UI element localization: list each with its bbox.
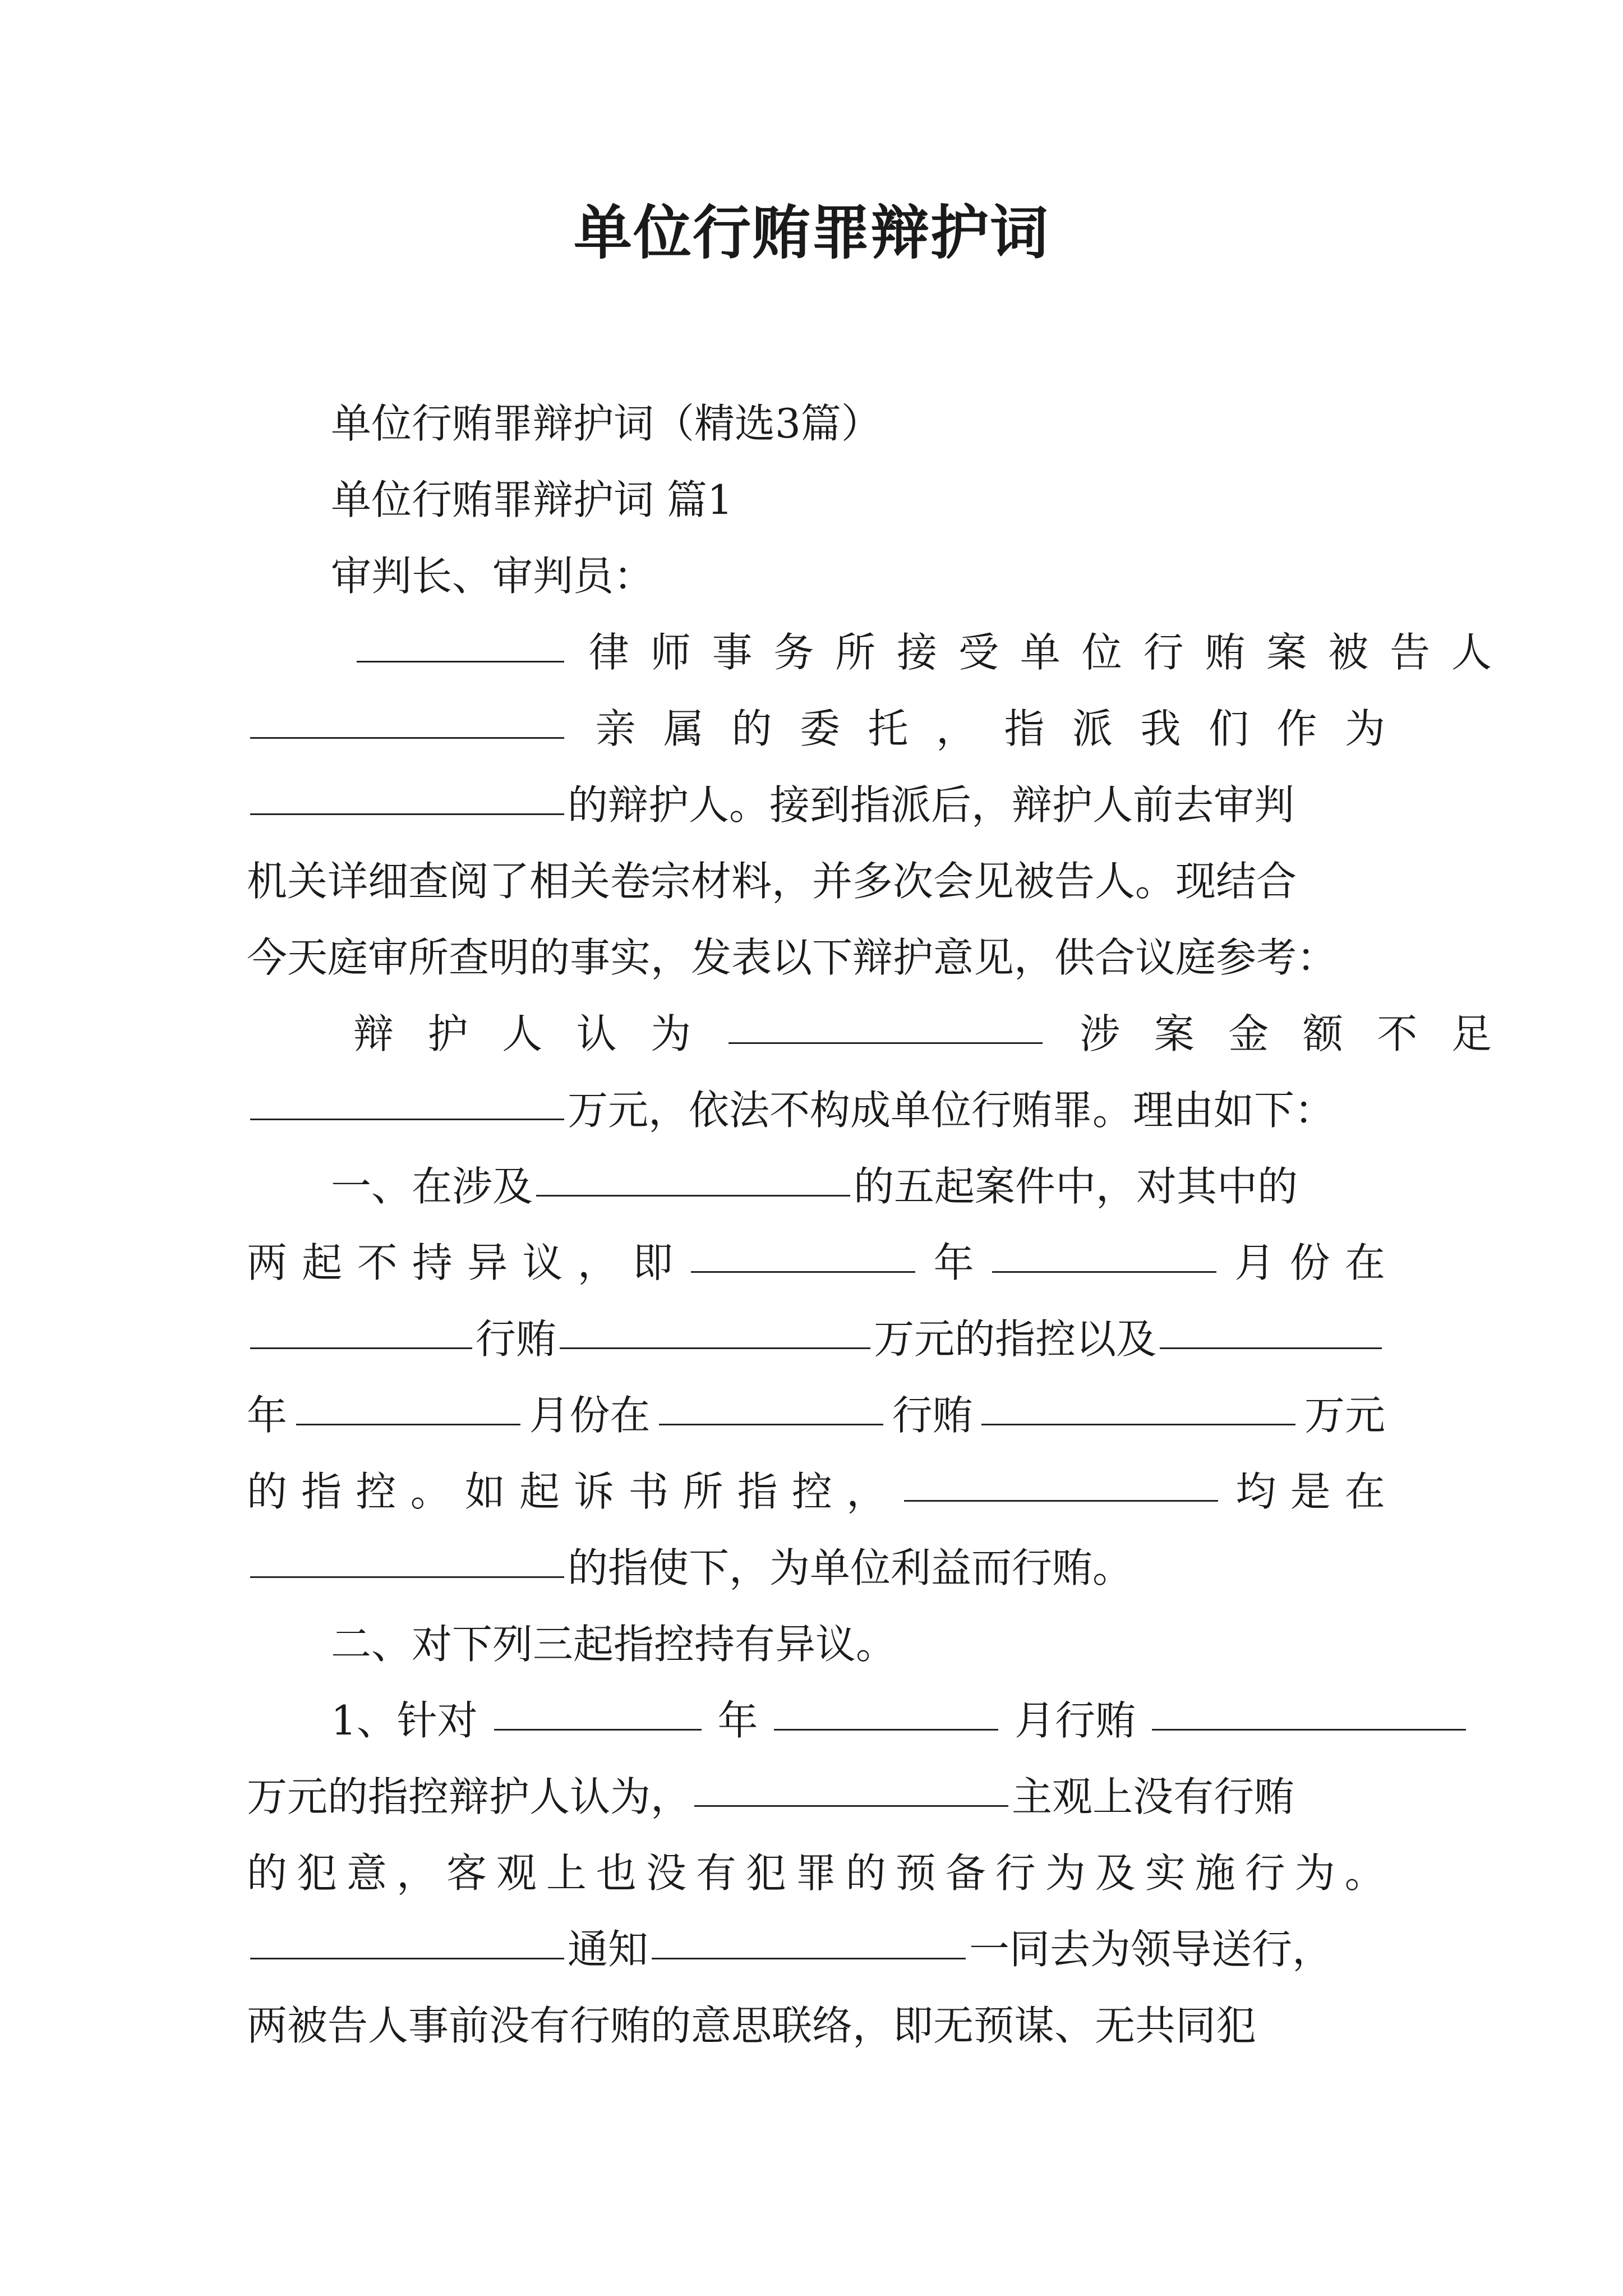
text-segment: 有 (695, 1849, 736, 1897)
text-segment: 的指使下，为单位利益而行贿。 (568, 1544, 1133, 1591)
document-title: 单位行贿罪辩护词 (573, 198, 1049, 267)
text-segment: 亲 (595, 705, 636, 752)
text-segment: 指 (1004, 705, 1045, 752)
fill-in-blank (560, 1316, 870, 1349)
text-segment: 案 (1154, 1010, 1195, 1057)
text-segment: 意 (346, 1849, 387, 1897)
text-segment: 均 (1235, 1468, 1276, 1515)
fill-in-blank (357, 629, 564, 662)
text-segment: 两 (247, 1239, 288, 1286)
text-segment: 在 (1344, 1468, 1385, 1515)
text-segment: 派 (1072, 705, 1113, 752)
text-line (247, 1305, 1385, 1373)
text-line (247, 1229, 1385, 1296)
text-segment: 万元的指控辩护人认为， (247, 1773, 691, 1820)
text-line: 机关详细查阅了相关卷宗材料，并多次会见被告人。现结合 (247, 858, 1297, 905)
text-segment: ， (577, 1239, 618, 1286)
text-segment: 控 (791, 1468, 832, 1515)
fill-in-blank (250, 1545, 564, 1578)
fill-in-blank (250, 782, 564, 815)
text-segment: 被 (1328, 629, 1369, 676)
text-segment: 万元 (1304, 1392, 1385, 1439)
text-segment: 贿 (1205, 629, 1246, 676)
fill-in-blank (981, 1392, 1295, 1425)
text-segment: 为 (1344, 705, 1385, 752)
text-segment: 律 (588, 629, 629, 676)
text-segment: 年 (247, 1392, 288, 1439)
fill-in-blank (774, 1697, 998, 1731)
text-segment: 观 (496, 1849, 537, 1897)
text-segment: 预 (895, 1849, 936, 1897)
text-segment: 额 (1302, 1010, 1343, 1057)
text-line: 单位行贿罪辩护词 篇1 (331, 476, 733, 523)
text-line: 二、对下列三起指控持有异议。 (331, 1621, 897, 1668)
text-segment: 如 (464, 1468, 505, 1515)
text-segment: 月行贿 (1015, 1697, 1136, 1744)
text-line (247, 1534, 1385, 1602)
text-segment: 施 (1195, 1849, 1235, 1897)
text-segment: 金 (1228, 1010, 1269, 1057)
text-segment: 在 (1344, 1239, 1385, 1286)
text-segment: 行 (1244, 1849, 1285, 1897)
fill-in-blank (992, 1240, 1216, 1273)
text-segment: 议 (522, 1239, 563, 1286)
text-segment: 们 (1208, 705, 1249, 752)
text-line (247, 695, 1385, 762)
text-segment: 万元的指控以及 (874, 1315, 1157, 1363)
text-segment: 告 (1390, 629, 1431, 676)
text-segment: 一、在涉及 (331, 1163, 533, 1210)
text-segment: 人 (1451, 629, 1492, 676)
fill-in-blank (694, 1774, 1008, 1807)
text-line (247, 1153, 1469, 1220)
text-segment: 万元，依法不构成单位行贿罪。理由如下： (568, 1087, 1335, 1134)
fill-in-blank (536, 1163, 850, 1197)
text-segment: 指 (737, 1468, 778, 1515)
text-line: 两被告人事前没有行贿的意思联络，即无预谋、无共同犯 (247, 2002, 1257, 2049)
text-segment: 护 (427, 1010, 468, 1057)
text-segment: 一同去为领导送行， (969, 1926, 1333, 1973)
fill-in-blank (904, 1469, 1218, 1502)
text-segment: 1、针对 (331, 1697, 478, 1744)
text-segment: 书 (628, 1468, 669, 1515)
text-segment: 客 (446, 1849, 487, 1897)
text-segment: 行贿 (475, 1315, 556, 1363)
text-segment: 月份在 (529, 1392, 651, 1439)
text-segment: 为 (651, 1010, 691, 1057)
text-line: 今天庭审所查明的事实，发表以下辩护意见，供合议庭参考： (247, 934, 1338, 981)
text-segment: 涉 (1080, 1010, 1121, 1057)
text-segment: 起 (519, 1468, 560, 1515)
text-line (247, 1763, 1385, 1830)
text-segment: 起 (302, 1239, 343, 1286)
fill-in-blank (728, 1011, 1043, 1044)
text-segment: 月 (1234, 1239, 1275, 1286)
text-segment: ， (846, 1468, 887, 1515)
fill-in-blank (1152, 1697, 1466, 1731)
text-line (247, 1382, 1385, 1449)
text-segment: 上 (546, 1849, 587, 1897)
text-segment: 。 (1344, 1849, 1385, 1897)
text-segment: 人 (502, 1010, 543, 1057)
text-segment: 持 (412, 1239, 453, 1286)
text-segment: 不 (357, 1239, 398, 1286)
text-line (247, 1076, 1385, 1144)
text-segment: 份 (1289, 1239, 1330, 1286)
text-segment: 也 (596, 1849, 637, 1897)
text-segment: 实 (1145, 1849, 1186, 1897)
text-segment: 作 (1276, 705, 1317, 752)
text-segment: 的 (845, 1849, 886, 1897)
text-segment: 诉 (574, 1468, 615, 1515)
text-line (247, 1839, 1385, 1907)
fill-in-blank (250, 706, 564, 739)
text-segment: 是 (1290, 1468, 1331, 1515)
text-segment: 年 (717, 1697, 758, 1744)
text-segment: 师 (650, 629, 691, 676)
text-segment: 控 (356, 1468, 396, 1515)
fill-in-blank (652, 1926, 966, 1959)
text-segment: 的 (731, 705, 772, 752)
text-segment: 事 (712, 629, 753, 676)
text-segment: 犯 (745, 1849, 786, 1897)
text-segment: 的 (247, 1468, 288, 1515)
text-segment: ， (396, 1849, 437, 1897)
fill-in-blank (494, 1697, 702, 1731)
text-segment: 为 (1294, 1849, 1335, 1897)
text-line (247, 771, 1385, 839)
fill-in-blank (659, 1392, 883, 1425)
text-segment: 主观上没有行贿 (1012, 1773, 1295, 1820)
text-segment: 的五起案件中，对其中的 (854, 1163, 1298, 1210)
text-segment: 委 (799, 705, 840, 752)
text-segment: 足 (1451, 1010, 1492, 1057)
text-segment: 接 (897, 629, 938, 676)
text-segment: 没 (645, 1849, 686, 1897)
text-segment: 犯 (296, 1849, 337, 1897)
text-segment: 行 (995, 1849, 1036, 1897)
fill-in-blank (250, 1926, 564, 1959)
text-segment: 辩 (353, 1010, 394, 1057)
text-segment: 的辩护人。接到指派后，辩护人前去审判 (568, 781, 1295, 829)
text-segment: 的 (247, 1849, 288, 1897)
text-segment: 所 (835, 629, 876, 676)
text-segment: ， (935, 705, 976, 752)
fill-in-blank (691, 1240, 915, 1273)
text-segment: 不 (1377, 1010, 1418, 1057)
text-segment: 所 (683, 1468, 723, 1515)
text-line (247, 1916, 1385, 1983)
text-segment: 通知 (568, 1926, 649, 1973)
text-segment: 托 (868, 705, 909, 752)
text-segment: 单 (1020, 629, 1061, 676)
text-line (247, 1000, 1492, 1068)
text-line (247, 619, 1492, 686)
text-segment: 备 (945, 1849, 986, 1897)
text-line: 审判长、审判员： (331, 553, 654, 600)
text-line (247, 1458, 1385, 1525)
text-segment: 指 (301, 1468, 342, 1515)
text-segment: 年 (933, 1239, 974, 1286)
fill-in-blank (1160, 1316, 1382, 1349)
text-segment: 务 (773, 629, 814, 676)
text-segment: 即 (633, 1239, 674, 1286)
text-segment: 行 (1143, 629, 1184, 676)
text-segment: 属 (663, 705, 704, 752)
text-line (247, 1687, 1469, 1754)
fill-in-blank (250, 1087, 564, 1120)
text-segment: 案 (1266, 629, 1307, 676)
fill-in-blank (250, 1316, 472, 1349)
fill-in-blank (296, 1392, 520, 1425)
text-segment: 及 (1095, 1849, 1136, 1897)
text-segment: 罪 (795, 1849, 836, 1897)
text-segment: 位 (1081, 629, 1122, 676)
text-segment: 为 (1045, 1849, 1086, 1897)
text-segment: 我 (1140, 705, 1181, 752)
text-segment: 行贿 (892, 1392, 973, 1439)
text-segment: 异 (467, 1239, 508, 1286)
text-segment: 认 (576, 1010, 617, 1057)
text-segment: 。 (410, 1468, 451, 1515)
text-segment: 受 (958, 629, 999, 676)
text-line: 单位行贿罪辩护词（精选3篇） (331, 400, 882, 447)
